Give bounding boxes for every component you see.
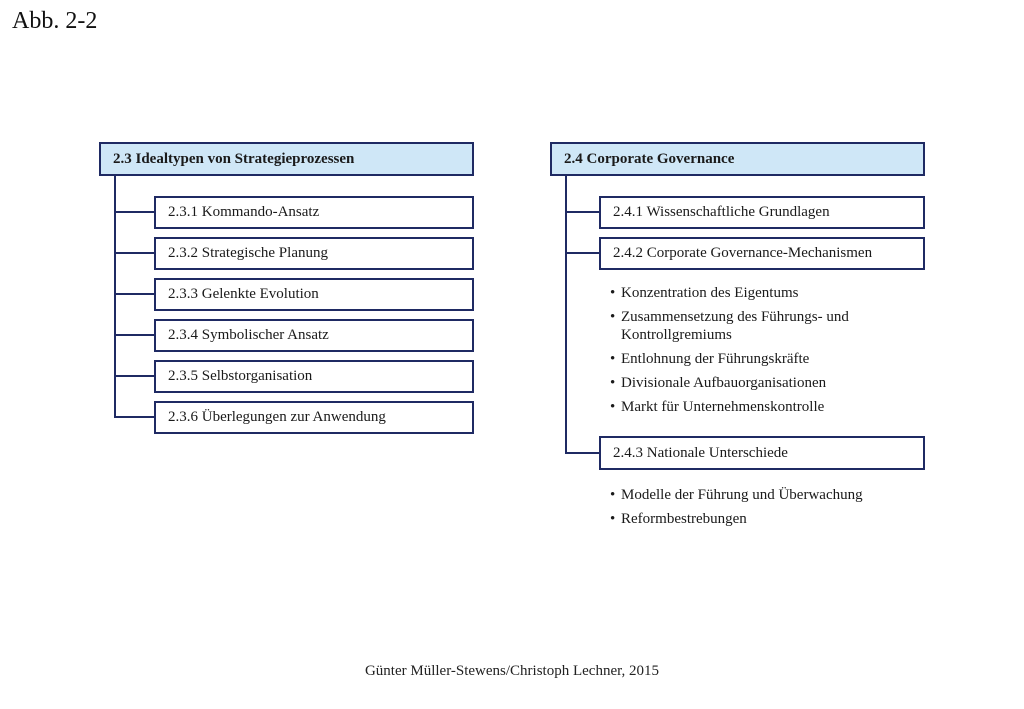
left-item-box: 2.3.2 Strategische Planung [154,237,474,270]
bullet-item: • Divisionale Aufbauorganisationen [610,374,910,392]
right-connector-branch [565,211,599,213]
left-item-box: 2.3.6 Überlegungen zur Anwendung [154,401,474,434]
right-section-box: 2.4.1 Wissenschaftliche Grundlagen [599,196,925,229]
left-item-box: 2.3.3 Gelenkte Evolution [154,278,474,311]
left-connector-branch [114,293,154,295]
footer-credit: Günter Müller-Stewens/Christoph Lechner, 2015 [364,663,660,679]
right-header-box: 2.4 Corporate Governance [550,142,925,176]
right-connector-vertical [565,176,567,453]
bullet-item: • Zusammensetzung des Führungs- und Kontrollgremiums [610,308,910,344]
figure-label: Abb. 2-2 [12,8,98,34]
national-bullet-list [610,486,910,534]
left-item-box: 2.3.1 Kommando-Ansatz [154,196,474,229]
left-connector-branch [114,375,154,377]
bullet-item: • Konzentration des Eigentums [610,284,910,302]
bullet-item: • Reformbestrebungen [610,510,910,528]
right-connector-branch [565,452,599,454]
bullet-item: • Markt für Unternehmenskontrolle [610,398,910,416]
left-connector-branch [114,252,154,254]
left-connector-branch [114,211,154,213]
right-section-box: 2.4.3 Nationale Unterschiede [599,436,925,470]
right-section-box: 2.4.2 Corporate Governance-Mechanismen [599,237,925,270]
left-item-box: 2.3.5 Selbstorganisation [154,360,474,393]
bullet-item: • Modelle der Führung und Überwachung [610,486,910,504]
mechanism-bullet-list [610,284,910,422]
left-item-box: 2.3.4 Symbolischer Ansatz [154,319,474,352]
bullet-item: • Entlohnung der Führungskräfte [610,350,910,368]
left-connector-branch [114,334,154,336]
left-connector-branch [114,416,154,418]
left-header-box: 2.3 Idealtypen von Strategieprozessen [99,142,474,176]
right-connector-branch [565,252,599,254]
